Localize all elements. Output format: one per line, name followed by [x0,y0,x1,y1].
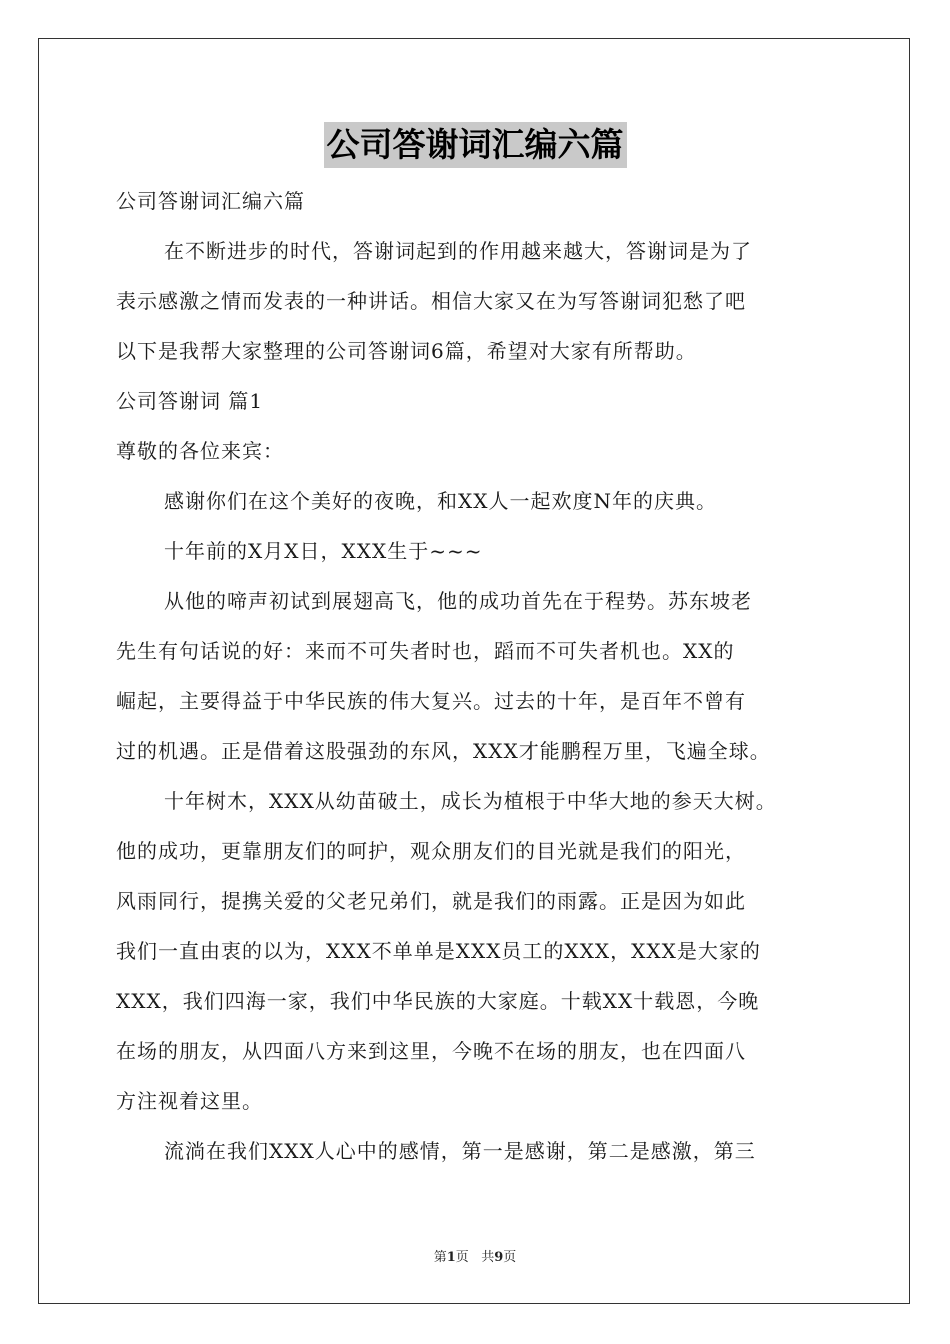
body-line: 在不断进步的时代，答谢词起到的作用越来越大，答谢词是为了 [164,239,752,263]
section-heading: 公司答谢词 篇1 [116,389,264,413]
body-line: XXX，我们四海一家，我们中华民族的大家庭。十载XX十载恩，今晚 [116,989,760,1013]
body-line: 我们一直由衷的以为，XXX不单单是XXX员工的XXX，XXX是大家的 [116,939,761,963]
page-footer [0,1246,950,1265]
body-line: 表示感激之情而发表的一种讲话。相信大家又在为写答谢词犯愁了吧 [116,289,746,313]
total-prefix: 共 [481,1250,495,1265]
body-line: 十年前的X月X日，XXX生于~~~ [164,539,483,563]
body-line: 过的机遇。正是借着这股强劲的东风，XXX才能鹏程万里，飞遍全球。 [116,739,771,763]
salutation: 尊敬的各位来宾： [116,439,284,463]
current-page-number: 1 [446,1250,456,1265]
document-title: 公司答谢词汇编六篇 [324,122,627,168]
total-page-count: 9 [494,1250,504,1265]
body-line: 先生有句话说的好：来而不可失者时也，蹈而不可失者机也。XX的 [116,639,735,663]
body-line: 从他的啼声初试到展翅高飞，他的成功首先在于程势。苏东坡老 [164,589,752,613]
page-suffix: 页 [455,1250,469,1265]
body-line: 以下是我帮大家整理的公司答谢词6篇，希望对大家有所帮助。 [116,339,697,363]
total-suffix: 页 [503,1250,517,1265]
body-line: 在场的朋友，从四面八方来到这里，今晚不在场的朋友，也在四面八 [116,1039,746,1063]
body-line: 流淌在我们XXX人心中的感情，第一是感谢，第二是感激，第三 [164,1139,756,1163]
body-line: 十年树木，XXX从幼苗破土，成长为植根于中华大地的参天大树。 [164,789,777,813]
page-prefix: 第 [433,1250,447,1265]
body-line: 崛起，主要得益于中华民族的伟大复兴。过去的十年，是百年不曾有 [116,689,746,713]
body-line: 方注视着这里。 [116,1089,263,1113]
body-line: 他的成功，更靠朋友们的呵护，观众朋友们的目光就是我们的阳光， [116,839,746,863]
body-line: 感谢你们在这个美好的夜晚，和XX人一起欢度N年的庆典。 [164,489,717,513]
document-body [116,176,842,1176]
body-line: 风雨同行，提携关爱的父老兄弟们，就是我们的雨露。正是因为如此 [116,889,746,913]
title-area [0,122,950,168]
body-line: 公司答谢词汇编六篇 [116,189,305,213]
